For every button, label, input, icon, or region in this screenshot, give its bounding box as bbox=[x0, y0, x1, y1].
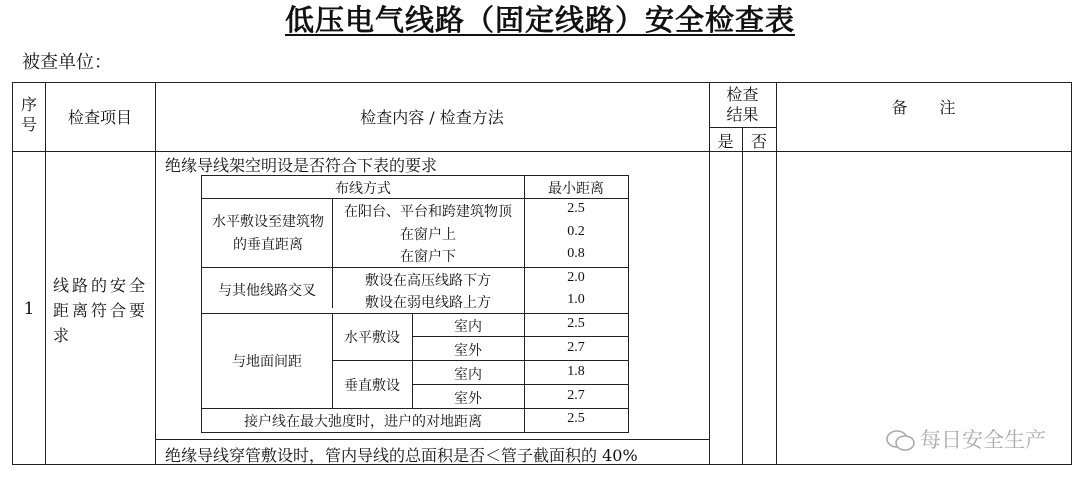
g3-val-1: 2.5 bbox=[567, 316, 585, 331]
g1-label: 水平敷设至建筑物的垂直距离 bbox=[212, 214, 324, 253]
header-item: 检查项目 bbox=[67, 108, 132, 127]
last-label: 接户线在最大弛度时，进户的对地距离 bbox=[244, 414, 482, 430]
checklist-table bbox=[12, 82, 1072, 465]
inspected-unit-label: 被查单位： bbox=[22, 52, 112, 73]
col-method: 布线方式 bbox=[335, 181, 391, 197]
g2-label: 与其他线路交叉 bbox=[218, 283, 316, 299]
g3-label: 与地面间距 bbox=[232, 354, 302, 370]
g3-val-2: 2.7 bbox=[567, 340, 585, 355]
g1-desc-2: 在窗户上 bbox=[400, 227, 456, 243]
distance-table bbox=[201, 175, 629, 433]
g3-sub-vertical: 垂直敷设 bbox=[344, 378, 400, 394]
g1-val-2: 0.2 bbox=[567, 224, 585, 239]
g3-val-3: 1.8 bbox=[567, 364, 585, 379]
g3-val-4: 2.7 bbox=[567, 388, 585, 403]
g3-sub-horizontal: 水平敷设 bbox=[344, 330, 400, 346]
g1-desc-1: 在阳台、平台和跨建筑物顶 bbox=[344, 204, 512, 220]
header-content: 检查内容 / 检查方法 bbox=[360, 108, 504, 127]
g2-desc-1: 敷设在高压线路下方 bbox=[365, 273, 491, 289]
g2-val-2: 1.0 bbox=[567, 292, 585, 307]
g3-place-4: 室外 bbox=[454, 391, 482, 407]
watermark: 每日安全生产 bbox=[886, 424, 1046, 454]
document-title: 低压电气线路（固定线路）安全检查表 bbox=[284, 3, 795, 37]
header-no: 否 bbox=[750, 132, 767, 151]
wechat-icon bbox=[886, 430, 916, 452]
g3-place-2: 室外 bbox=[454, 343, 482, 359]
col-min: 最小距离 bbox=[548, 181, 604, 197]
header-result: 检查结果 bbox=[726, 85, 759, 124]
g1-val-1: 2.5 bbox=[567, 201, 585, 216]
row1-seq: 1 bbox=[23, 299, 35, 319]
header-seq: 序号 bbox=[21, 95, 38, 134]
g3-place-3: 室内 bbox=[454, 367, 482, 383]
row1-item: 线路的安全距离符合要求 bbox=[53, 276, 149, 345]
g1-desc-3: 在窗户下 bbox=[400, 249, 456, 265]
row1-footer: 绝缘导线穿管敷设时，管内导线的总面积是否＜管子截面积的 40% bbox=[165, 446, 638, 465]
g2-desc-2: 敷设在弱电线路上方 bbox=[365, 295, 491, 311]
g3-place-1: 室内 bbox=[454, 319, 482, 335]
g2-val-1: 2.0 bbox=[567, 270, 585, 285]
g1-val-3: 0.8 bbox=[567, 246, 585, 261]
last-val: 2.5 bbox=[567, 411, 585, 426]
header-remarks: 备 注 bbox=[891, 98, 956, 117]
row1-intro: 绝缘导线架空明设是否符合下表的要求 bbox=[165, 156, 438, 175]
header-yes: 是 bbox=[717, 132, 734, 151]
